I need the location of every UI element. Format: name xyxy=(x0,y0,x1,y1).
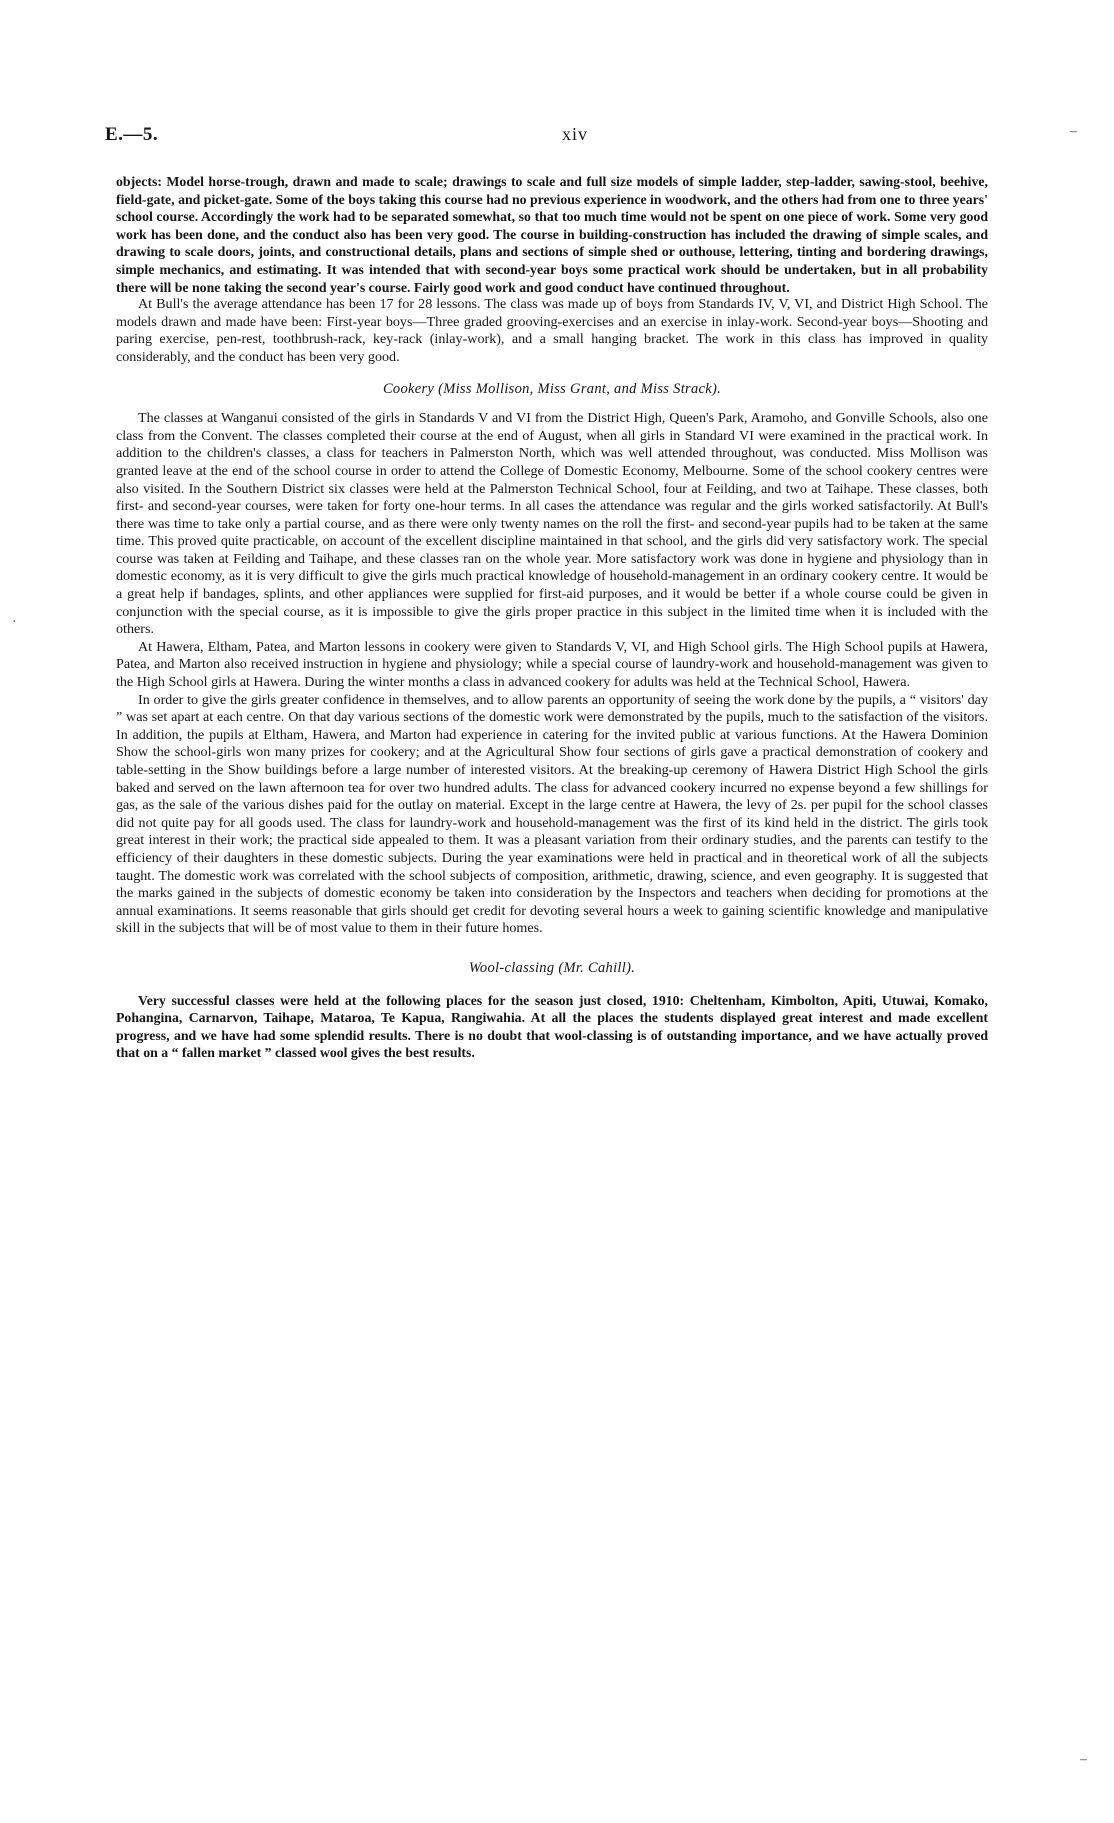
margin-mark-top-right: – xyxy=(1070,124,1077,139)
wool-classing-heading: Wool-classing (Mr. Cahill). xyxy=(468,959,636,976)
margin-mark-left: · xyxy=(12,615,17,630)
cookery-paragraph-2: At Hawera, Eltham, Patea, and Marton lessons in cookery were given to Standards V, VI, and High School girls. The High School pupils at Hawera, Patea, and Marton also received instruction in hygiene and physiology; while a special course of laundry-work and household-management was given to the High School girls at Hawera. During the winter months a class in advanced cookery for adults was held at the Technical School, Hawera. xyxy=(116,638,988,691)
cookery-paragraph-3: In order to give the girls greater confidence in themselves, and to allow parents an opportunity of seeing the work done by the pupils, a “ visitors' day ” was set apart at each centre. On that day various sections of the domestic work were demonstrated by the pupils, much to the satisfaction of the visitors. In addition, the pupils at Eltham, Hawera, and Marton had experience in catering for the invited public at various functions. At the Hawera Dominion Show the school-girls won many prizes for cookery; and at the Agricultural Show four sections of girls gave a practical demonstration of cookery and table-setting in the Show buildings before a large number of interested visitors. At the breaking-up ceremony of Hawera District High School the girls baked and served on the lawn afternoon tea for over two hundred adults. The class for advanced cookery incurred no expense beyond a few shillings for gas, as the sale of the various dishes paid for the outlay on material. Except in the large centre at Hawera, the levy of 2s. per pupil for the school classes did not quite pay for all goods used. The class for laundry-work and household-management was the first of its kind held in the district. The girls took great interest in their work; the practical side appealed to them. It was a pleasant variation from their ordinary studies, and the parents can testify to the efficiency of their daughters in these domestic subjects. During the year examinations were held in practical and in theoretical work of all the subjects taught. The domestic work was correlated with the school subjects of composition, arithmetic, drawing, science, and even geography. It is suggested that the marks gained in the subjects of domestic economy be taken into consideration by the Inspectors and teachers when deciding for promotions at the annual examinations. It seems reasonable that girls should get credit for devoting several hours a week to gaining scientific knowledge and manipulative skill in the subjects that will be of most value to them in their future homes. xyxy=(116,691,988,937)
woodwork-paragraph-1: objects: Model horse-trough, drawn and made to scale; drawings to scale and full size models of simple ladder, step-ladder, sawing-stool, beehive, field-gate, and picket-gate. Some of the boys taking this course had no previous experience in woodwork, and the others had from one to three years' school course. Accordingly the work had to be separated somewhat, so that too much time would not be spent on one piece of work. Some very good work has been done, and the conduct also has been very good. The course in building-construction has included the drawing of simple scales, and drawing to scale doors, joints, and constructional details, plans and sections of simple shed or outhouse, lettering, tinting and bordering drawings, simple mechanics, and estimating. It was intended that with second-year boys some practical work should be undertaken, but in all probability there will be none taking the second year's course. Fairly good work and good conduct have continued throughout. xyxy=(116,174,988,295)
cookery-heading: Cookery (Miss Mollison, Miss Grant, and Miss Strack). xyxy=(382,380,722,397)
woodwork-paragraph-2: At Bull's the average attendance has been 17 for 28 lessons. The class was made up of boys from Standards IV, V, VI, and District High School. The models drawn and made have been: First-year boys—Three graded grooving-exercises and an exercise in inlay-work. Second-year boys—Shooting and paring exercise, pen-rest, toothbrush-rack, key-rack (inlay-work), and a small hanging bracket. The work in this class has improved in quality considerably, and the conduct has been very good. xyxy=(116,296,988,365)
wool-classing-paragraph-1: Very successful classes were held at the following places for the season just closed, 1910: Cheltenham, Kimbolton, Apiti, Utuwai, Komako, Pohangina, Carnarvon, Taihape, Mataroa, Te Kapua, Rangiwahia. At all the places the students displayed great interest and made excellent progress, and we have had some splendid results. There is no doubt that wool-classing is of outstanding importance, and we have actually proved that on a “ fallen market ” classed wool gives the best results. xyxy=(116,992,988,1061)
margin-mark-bottom-right: – xyxy=(1080,1752,1087,1767)
cookery-paragraph-1: The classes at Wanganui consisted of the girls in Standards V and VI from the District High, Queen's Park, Aramoho, and Gonville Schools, also one class from the Convent. The classes completed their course at the end of August, when all girls in Standard VI were examined in the practical work. In addition to the children's classes, a class for teachers in Palmerston North, which was well attended throughout, was conducted. Miss Mollison was granted leave at the end of the school course in order to attend the College of Domestic Economy, Melbourne. Some of the school cookery centres were also visited. In the Southern District six classes were held at the Palmerston Technical School, four at Feilding, and two at Taihape. These classes, both first- and second-year courses, were taken for forty one-hour terms. In all cases the attendance was regular and the girls worked satisfactorily. At Bull's there was time to take only a partial course, and as there were only twenty names on the roll the first- and second-year pupils had to be taken at the same time. This proved quite practicable, on account of the excellent discipline maintained in that school, and the girls did very satisfactory work. The special course was taken at Feilding and Taihape, and these classes ran on the whole year. More satisfactory work was done in hygiene and physiology than in domestic economy, as it is very difficult to give the girls much practical knowledge of household-management in an ordinary cookery centre. It would be a great help if bandages, splints, and other appliances were supplied for first-aid purposes, and it would be better if a whole course could be given in conjunction with the special course, as it is impossible to give the girls proper practice in this subject in the limited time when it is included with the others. xyxy=(116,410,988,638)
document-body xyxy=(116,173,988,1062)
page-number: xiv xyxy=(561,124,588,144)
document-reference: E.—5. xyxy=(105,124,159,145)
page-header xyxy=(105,124,1105,154)
